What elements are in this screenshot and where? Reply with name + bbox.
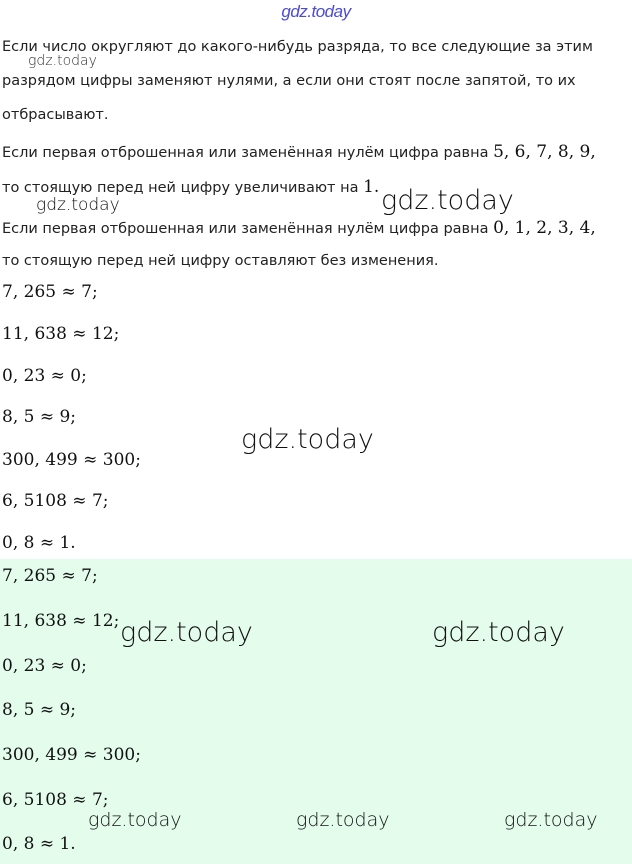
header-watermark: gdz.today [281, 2, 351, 21]
watermark: gdz.today [36, 195, 120, 215]
example-line: 300, 499 ≈ 300; [2, 450, 141, 470]
rule-1-line-1: Если число округляют до какого-нибудь разряда, то все следующие за этим [2, 39, 593, 55]
answer-line: 6, 5108 ≈ 7; [2, 790, 109, 810]
watermark: gdz.today [296, 809, 390, 831]
example-line: 8, 5 ≈ 9; [2, 407, 77, 427]
answer-line: 300, 499 ≈ 300; [2, 745, 141, 765]
example-line: 0, 23 ≈ 0; [2, 366, 87, 386]
rule-2-line-1 [2, 142, 630, 163]
rule-3-line-2: то стоящую перед ней цифру оставляют без изменения. [2, 253, 439, 269]
answer-line: 0, 23 ≈ 0; [2, 656, 87, 676]
rule-3-line-1 [2, 218, 630, 239]
rule-1-line-3: отбрасывают. [2, 107, 109, 123]
answer-line: 0, 8 ≈ 1. [2, 834, 76, 854]
watermark: gdz.today [381, 185, 514, 216]
rule-3-text: Если первая отброшенная или заменённая нулём цифра равна [2, 221, 489, 237]
rule-1 [2, 37, 630, 125]
example-line: 11, 638 ≈ 12; [2, 324, 120, 344]
rule-2-digits: 5, 6, 7, 8, 9, [493, 142, 596, 162]
watermark: gdz.today [504, 809, 598, 831]
rule-1-line-2: разрядом цифры заменяют нулями, а если они стоят после запятой, то их [2, 73, 576, 89]
watermark: gdz.today [88, 809, 182, 831]
answer-line: 8, 5 ≈ 9; [2, 700, 77, 720]
watermark: gdz.today [241, 424, 374, 455]
example-line: 6, 5108 ≈ 7; [2, 491, 109, 511]
answer-line: 11, 638 ≈ 12; [2, 611, 120, 631]
rule-2 [2, 142, 630, 198]
rule-2-number: 1. [363, 177, 380, 197]
example-line: 0, 8 ≈ 1. [2, 533, 76, 553]
rule-3-digits: 0, 1, 2, 3, 4, [493, 218, 596, 238]
example-line: 7, 265 ≈ 7; [2, 282, 98, 302]
rule-2-text: Если первая отброшенная или заменённая нулём цифра равна [2, 145, 489, 161]
rule-2-text-2: то стоящую перед ней цифру увеличивают на [2, 180, 359, 196]
answer-line: 7, 265 ≈ 7; [2, 566, 98, 586]
watermark: gdz.today [28, 53, 97, 69]
watermark: gdz.today [432, 617, 565, 648]
rule-3 [2, 218, 630, 271]
watermark: gdz.today [120, 617, 253, 648]
